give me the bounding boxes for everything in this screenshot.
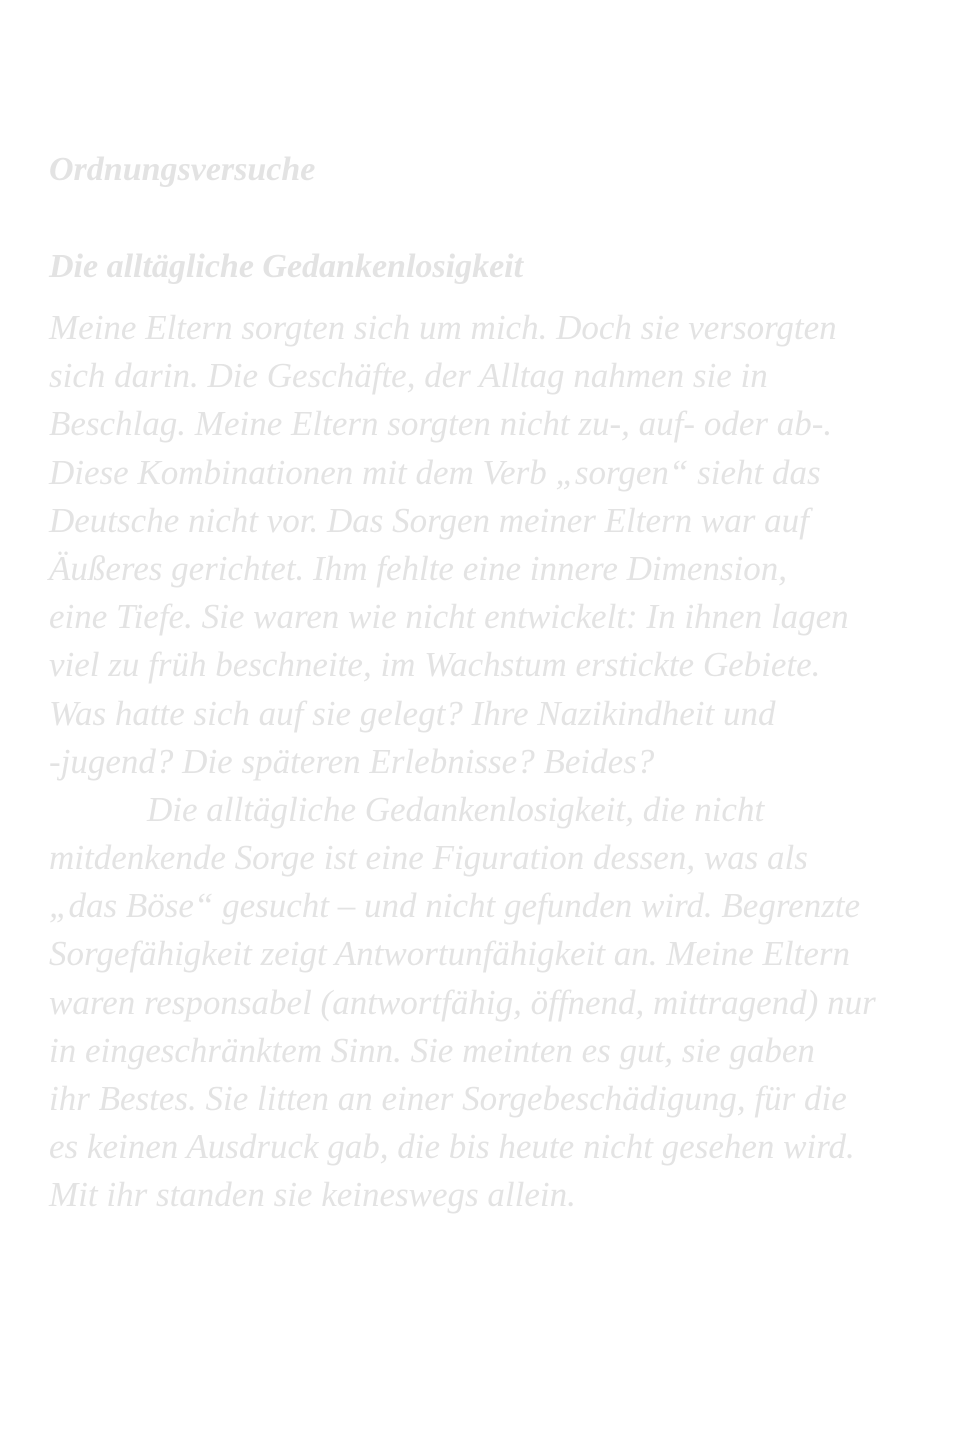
paragraph-1 [49,304,876,786]
section-title: Die alltägliche Gedankenlosigkeit [49,248,524,285]
text-line: „das Böse“ gesucht – und nicht gefunden wird. Begrenzte [49,886,861,926]
text-line: Diese Kombinationen mit dem Verb „sorgen“ sieht das [49,452,821,492]
body-text [49,304,876,1220]
text-line: Mit ihr standen sie keineswegs allein. [49,1175,576,1215]
text-line: Die alltägliche Gedankenlosigkeit, die nicht [147,789,765,829]
text-line: sich darin. Die Geschäfte, der Alltag nahmen sie in [49,356,768,396]
text-line: Äußeres gerichtet. Ihm fehlte eine innere Dimension, [49,548,788,588]
chapter-title: Ordnungsversuche [49,151,316,188]
text-line: es keinen Ausdruck gab, die bis heute nicht gesehen wird. [49,1127,855,1167]
text-line: viel zu früh beschneite, im Wachstum erstickte Gebiete. [49,645,821,685]
paragraph-2 [49,786,876,1220]
text-line: eine Tiefe. Sie waren wie nicht entwickelt: In ihnen lagen [49,597,849,637]
text-line: in eingeschränktem Sinn. Sie meinten es gut, sie gaben [49,1030,815,1070]
text-line: Was hatte sich auf sie gelegt? Ihre Nazikindheit und [49,693,776,733]
text-line: Sorgefähigkeit zeigt Antwortunfähigkeit an. Meine Eltern [49,934,850,974]
text-line: waren responsabel (antwortfähig, öffnend, mittragend) nur [49,982,876,1022]
text-line: ihr Bestes. Sie litten an einer Sorgebeschädigung, für die [49,1079,847,1118]
text-line: Beschlag. Meine Eltern sorgten nicht zu-, auf- oder ab-. [49,404,833,444]
text-line: Meine Eltern sorgten sich um mich. Doch sie versorgten [49,308,837,347]
text-line: -jugend? Die späteren Erlebnisse? Beides? [49,741,655,781]
text-line: mitdenkende Sorge ist eine Figuration dessen, was als [49,838,808,878]
text-line: Deutsche nicht vor. Das Sorgen meiner Eltern war auf [49,500,809,540]
